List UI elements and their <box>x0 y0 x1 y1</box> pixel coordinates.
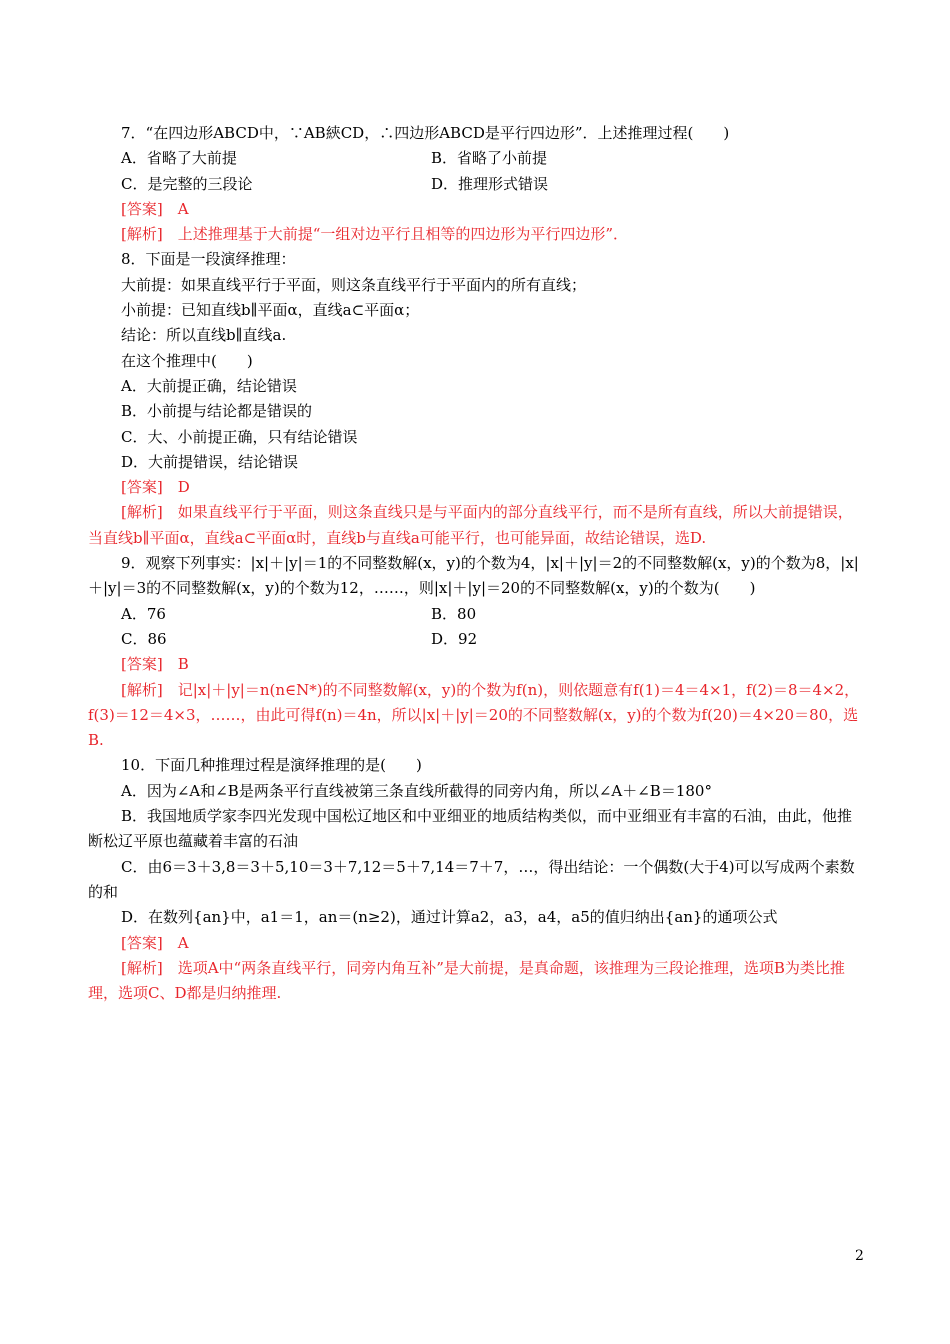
question-10-option-b: B．我国地质学家李四光发现中国松辽地区和中亚细亚的地质结构类似，而中亚细亚有丰富的石油，由此，他推断松辽平原也蕴藏着丰富的石油 <box>88 807 853 851</box>
question-9-analysis: [解析] 记|x|＋|y|＝n(n∈N*)的不同整数解(x，y)的个数为f(n)，则依题意有f(1)＝4＝4×1，f(2)＝8＝4×2，f(3)＝12＝4×3，……，由此可得f(n)＝4n，所以|x|＋|y|＝20的不同整数解(x，y)的个数为f(20)＝4×20＝80，选B. <box>88 680 860 750</box>
question-8-conclusion: 结论：所以直线b∥直线a. <box>121 326 287 345</box>
option-b: B．80 <box>431 604 477 623</box>
question-7-answer: [答案] A <box>121 199 189 218</box>
question-8-stem: 8．下面是一段演绎推理： <box>121 250 296 269</box>
question-10-stem: 10．下面几种推理过程是演绎推理的是( ) <box>121 756 422 775</box>
question-8-option-a: A．大前提正确，结论错误 <box>121 376 297 395</box>
question-7-options-row2 <box>88 172 866 197</box>
question-9-answer: [答案] B <box>121 655 189 674</box>
option-c: C．是完整的三段论 <box>121 174 253 193</box>
option-d: D．92 <box>431 629 478 648</box>
question-8-option-c: C．大、小前提正确，只有结论错误 <box>121 427 358 446</box>
question-8-option-b: B．小前提与结论都是错误的 <box>121 402 313 421</box>
question-9-options-row1 <box>88 602 866 627</box>
option-a: A．76 <box>121 604 166 623</box>
question-10-analysis: [解析] 选项A中“两条直线平行，同旁内角互补”是大前提，是真命题，该推理为三段论推理，选项B为类比推理，选项C、D都是归纳推理. <box>88 958 845 1003</box>
option-d: D．推理形式错误 <box>431 174 549 193</box>
question-8-analysis: [解析] 如果直线平行于平面，则这条直线只是与平面内的部分直线平行，而不是所有直线，所以大前提错误，当直线b∥平面α，直线a⊂平面α时，直线b与直线a可能平行，也可能异面，故结论错误，选D. <box>88 503 853 547</box>
question-8-question: 在这个推理中( ) <box>121 351 253 370</box>
question-8-option-d: D．大前提错误，结论错误 <box>121 452 299 471</box>
question-10-option-a: A．因为∠A和∠B是两条平行直线被第三条直线所截得的同旁内角，所以∠A＋∠B＝180° <box>121 781 712 800</box>
question-7-analysis: [解析] 上述推理基于大前提“一组对边平行且相等的四边形为平行四边形”． <box>121 225 629 244</box>
question-10-option-c: C．由6＝3＋3,8＝3＋5,10＝3＋7,12＝5＋7,14＝7＋7，…，得出结论：一个偶数(大于4)可以写成两个素数的和 <box>88 857 855 901</box>
question-9-stem: 9．观察下列事实：|x|＋|y|＝1的不同整数解(x，y)的个数为4，|x|＋|y|＝2的不同整数解(x，y)的个数为8，|x|＋|y|＝3的不同整数解(x，y)的个数为12，……，则|x|＋|y|＝20的不同整数解(x，y)的个数为( ) <box>88 554 859 598</box>
page-number: 2 <box>855 1248 864 1264</box>
page-content <box>88 121 866 1006</box>
option-a: A．省略了大前提 <box>121 149 237 168</box>
option-b: B．省略了小前提 <box>431 149 548 168</box>
question-8-minor-premise: 小前提：已知直线b∥平面α，直线a⊂平面α； <box>121 301 420 320</box>
question-10-answer: [答案] A <box>121 933 189 952</box>
option-c: C．86 <box>121 629 167 648</box>
question-8-major-premise: 大前提：如果直线平行于平面，则这条直线平行于平面内的所有直线； <box>121 275 587 294</box>
question-9-options-row2 <box>88 627 866 652</box>
question-7-options-row1 <box>88 146 866 171</box>
question-10-option-d: D．在数列{an}中，a1＝1，an＝(n≥2)，通过计算a2，a3，a4，a5的值归纳出{an}的通项公式 <box>121 908 778 927</box>
question-8-answer: [答案] D <box>121 478 190 497</box>
question-7-stem: 7．“在四边形ABCD中，∵AB綊CD，∴四边形ABCD是平行四边形”．上述推理过程( ) <box>121 124 730 142</box>
